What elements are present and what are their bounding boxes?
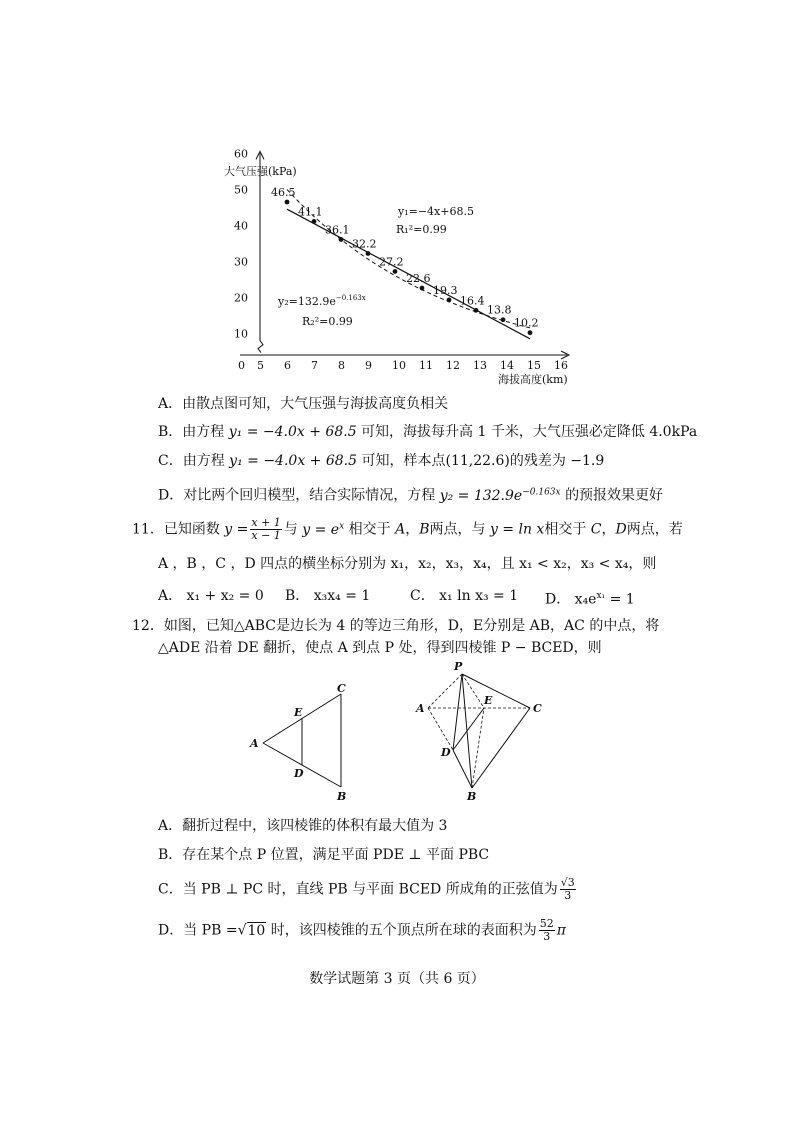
x-tick-label: 0 xyxy=(238,359,245,372)
q11-option-a: A． x₁ + x₂ = 0 xyxy=(158,588,264,604)
label-a: A xyxy=(250,737,259,750)
q12-c-text: C．当 PB ⊥ PC 时，直线 PB 与平面 BCED 所成角的正弦值为 xyxy=(158,881,558,898)
q11-text: 已知函数 xyxy=(163,521,220,538)
data-label: 27.2 xyxy=(379,255,404,269)
chart-eq1: y₁=−4x+68.5 xyxy=(398,205,474,218)
q11-point-c: C xyxy=(590,521,602,538)
q10-d-eq: $y_2 = 132.9e^{-0.163x}$ xyxy=(439,487,561,504)
x-tick-label: 12 xyxy=(446,359,460,372)
q10-b-eq: y₁ = −4.0x + 68.5 xyxy=(228,424,357,440)
label-e: E xyxy=(484,694,493,707)
data-label: 16.4 xyxy=(460,294,485,308)
data-point xyxy=(312,219,317,224)
q11-sep2: ， xyxy=(601,521,616,538)
x-tick-label: 10 xyxy=(392,359,406,372)
label-c: C xyxy=(533,702,542,715)
data-label: 22.6 xyxy=(406,272,431,286)
q12-line1: 12．如图，已知△ABC是边长为 4 的等边三角形，D，E分别是 AB，AC 的中点，将 xyxy=(132,618,660,634)
q12-option-b: B．存在某个点 P 位置，满足平面 PDE ⊥ 平面 PBC xyxy=(158,847,490,863)
q11-point-a: A xyxy=(395,521,406,538)
data-point xyxy=(501,317,506,322)
y-tick-label: 30 xyxy=(234,255,248,269)
q11-sep: ， xyxy=(405,521,420,538)
data-label: 46.5 xyxy=(271,186,296,199)
edge-ad-hidden xyxy=(428,708,453,750)
q10-b-post: 可知，海拔每升高 1 千米，大气压强必定降低 4.0kPa xyxy=(361,424,698,440)
y-axis-break xyxy=(258,341,263,353)
q10-option-a: A．由散点图可知，大气压强与海拔高度负相关 xyxy=(158,396,449,412)
label-e: E xyxy=(294,706,303,719)
figure-triangle-abc xyxy=(245,680,365,805)
data-point xyxy=(285,200,290,205)
q12-option-c xyxy=(158,877,578,902)
pressure-altitude-chart xyxy=(220,147,580,390)
x-tick-label: 14 xyxy=(500,359,514,372)
q10-c-pre: C．由方程 xyxy=(158,453,225,469)
q12-option-a: A．翻折过程中，该四棱锥的体积有最大值为 3 xyxy=(158,818,448,834)
edge-pc xyxy=(462,674,530,708)
x-tick-label: 13 xyxy=(473,359,487,372)
q11-option-c: C． x₁ ln x₃ = 1 xyxy=(410,588,519,604)
q10-option-d xyxy=(158,482,663,506)
data-label: 41.1 xyxy=(298,205,323,219)
q11-text-mid2: 相交于 xyxy=(348,521,391,538)
q11-text-mid: 与 xyxy=(283,521,298,538)
q11-point-b: B xyxy=(419,521,430,538)
q11-number: 11． xyxy=(132,521,164,538)
chart-r2: R₂²=0.99 xyxy=(302,315,353,328)
q11-line2: A ，B ，C ，D 四点的横坐标分别为 x₁，x₂，x₃，x₄，且 x₁ < x₂，x₃ < x₄，则 xyxy=(158,556,657,572)
q10-option-c xyxy=(158,451,604,471)
q11-ln: y = ln x xyxy=(489,521,545,538)
edge-bc xyxy=(472,708,530,788)
edge-pd xyxy=(453,674,462,750)
data-label: 10.2 xyxy=(514,316,539,330)
x-tick-label: 8 xyxy=(338,359,345,372)
label-a: A xyxy=(416,702,425,715)
x-tick-label: 16 xyxy=(554,359,568,372)
q11-exp: $y = e^x$ xyxy=(302,521,345,538)
q12-d-text: D．当 PB = xyxy=(158,922,238,939)
y-tick-label: 60 xyxy=(234,147,248,161)
q12-d-sqrt: 10 xyxy=(247,922,266,939)
q11-text-mid3: 两点，与 xyxy=(429,521,486,538)
q10-c-eq: y₁ = −4.0x + 68.5 xyxy=(229,453,358,469)
chart-r1: R₁²=0.99 xyxy=(396,223,447,236)
edge-pa-hidden xyxy=(428,674,462,708)
q11-fraction: $\frac{x + 1}{x - 1}$ xyxy=(251,516,281,543)
x-tick-label: 6 xyxy=(284,359,291,372)
y-tick-label: 20 xyxy=(234,291,248,305)
data-point xyxy=(420,286,425,291)
chart-xlabel: 海拔高度(km) xyxy=(498,373,568,386)
x-tick-label: 5 xyxy=(257,359,264,372)
data-point xyxy=(366,251,371,256)
figure-pyramid-p-bced xyxy=(410,658,560,803)
y-tick-label: 40 xyxy=(234,219,248,233)
data-label: 32.2 xyxy=(352,237,377,251)
data-label: 19.3 xyxy=(433,283,458,297)
chart-ylabel: 大气压强(kPa) xyxy=(224,165,297,178)
q12-d-pi: π xyxy=(556,922,566,939)
x-tick-label: 15 xyxy=(527,359,541,372)
data-label: 13.8 xyxy=(487,303,512,317)
q11-point-d: D xyxy=(615,521,627,538)
x-tick-label: 11 xyxy=(419,359,433,372)
q11-option-d: D． $x_4e^{x_1} = 1$ xyxy=(545,591,635,608)
q11-text-end: 两点，若 xyxy=(626,521,683,538)
data-point xyxy=(339,237,344,242)
label-b: B xyxy=(467,790,477,803)
y-tick-label: 50 xyxy=(234,183,248,197)
q11-line1 xyxy=(132,516,683,542)
label-p: P xyxy=(454,660,463,673)
q12-d-fraction: $\frac{52}{3}$ xyxy=(539,917,554,943)
x-tick-label: 9 xyxy=(365,359,372,372)
x-tick-label: 7 xyxy=(311,359,318,372)
data-label: 36.1 xyxy=(325,223,350,237)
q10-d-post: 的预报效果更好 xyxy=(565,487,664,504)
page-footer: 数学试题第 3 页（共 6 页） xyxy=(309,971,485,987)
q10-d-pre: D．对比两个回归模型，结合实际情况，方程 xyxy=(158,487,436,504)
q10-c-post: 可知，样本点(11,22.6)的残差为 −1.9 xyxy=(361,453,605,469)
chart-eq2: $y_2=132.9e^{-0.163x}$ xyxy=(278,294,366,308)
data-point xyxy=(528,330,533,335)
q12-c-fraction: $\frac{√3}{3}$ xyxy=(560,876,575,902)
data-point xyxy=(474,308,479,313)
data-point xyxy=(393,269,398,274)
q11-text-mid4: 相交于 xyxy=(544,521,587,538)
label-d: D xyxy=(441,746,451,759)
q11-y: y = xyxy=(224,521,249,538)
q12-line2: △ADE 沿着 DE 翻折，使点 A 到点 P 处，得到四棱锥 P − BCED，则 xyxy=(158,640,602,656)
label-d: D xyxy=(294,767,304,780)
data-point xyxy=(447,298,452,303)
q10-b-pre: B．由方程 xyxy=(158,424,225,440)
edge-be-hidden xyxy=(472,708,484,788)
label-c: C xyxy=(337,682,346,695)
q10-option-b xyxy=(158,422,697,442)
q11-option-b: B． x₃x₄ = 1 xyxy=(285,588,371,604)
label-b: B xyxy=(337,790,347,803)
q12-option-d: D．当 PB =√10 时，该四棱锥的五个顶点所在球的表面积为 $\frac{52}{3}$ π xyxy=(158,917,566,943)
y-tick-label: 10 xyxy=(234,327,248,341)
q12-d-mid: 时，该四棱锥的五个顶点所在球的表面积为 xyxy=(270,922,537,939)
